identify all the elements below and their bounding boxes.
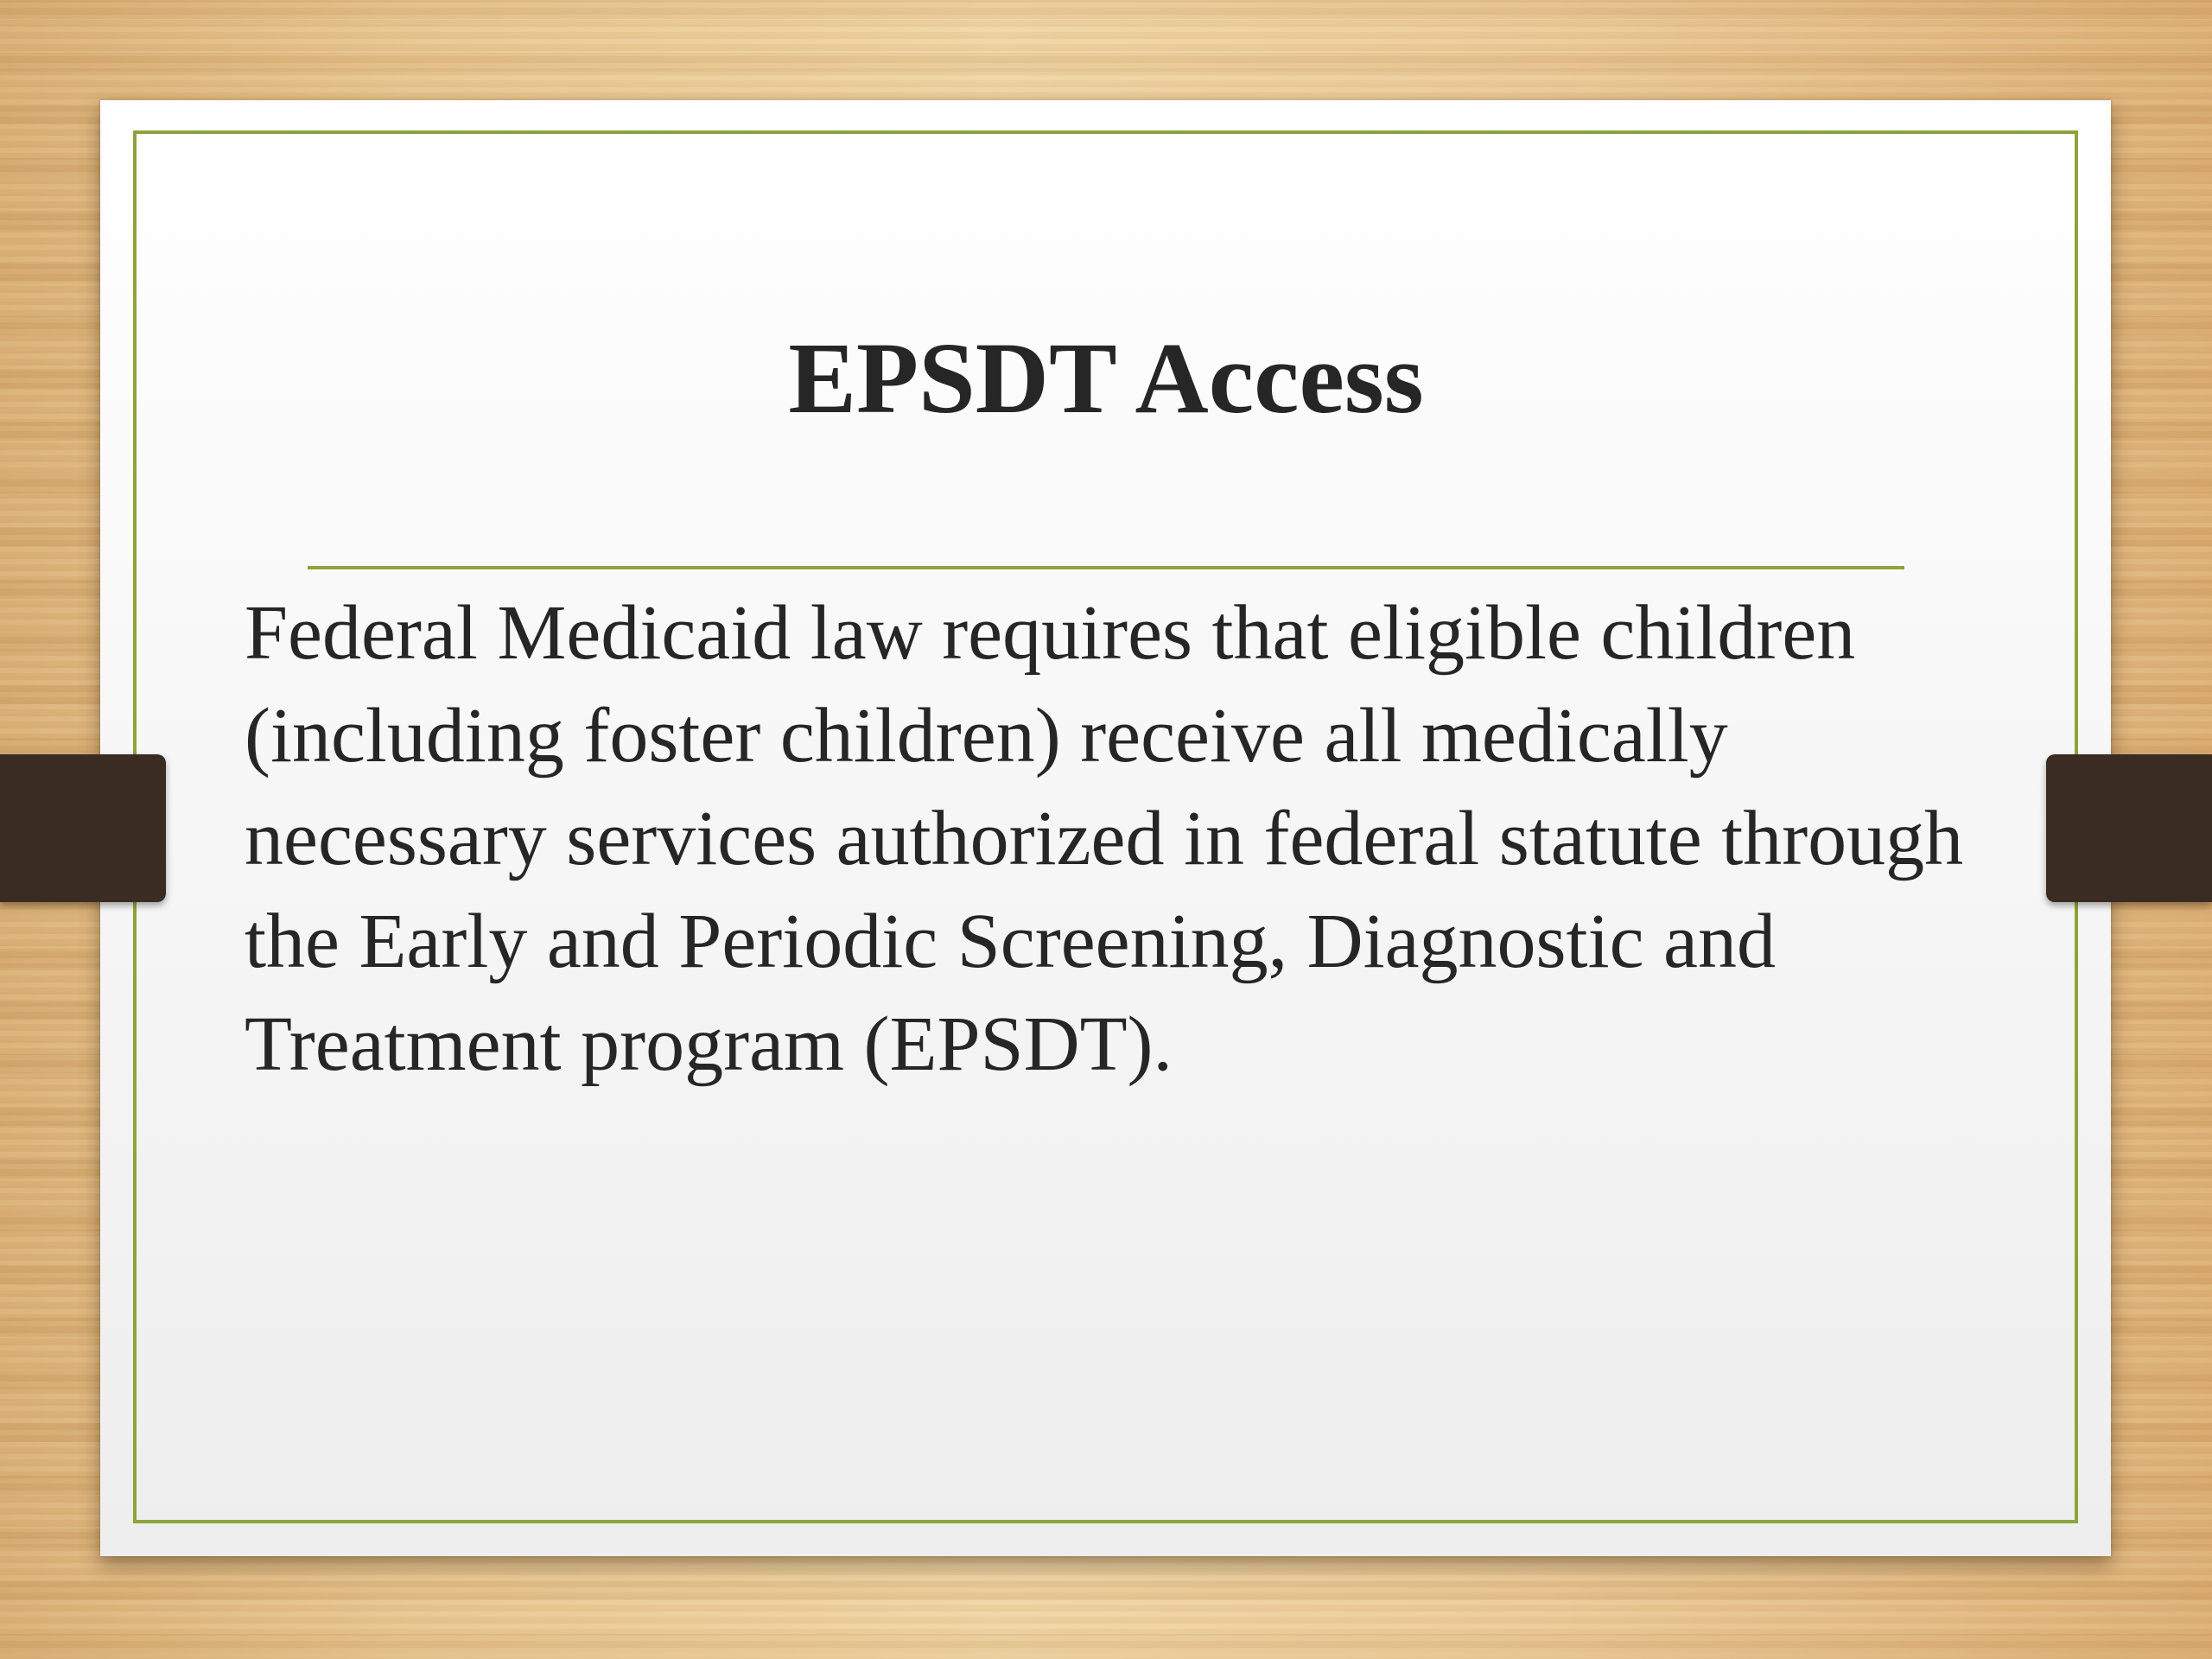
body-line: (including foster children) receive all medically — [245, 693, 1728, 779]
title-divider — [308, 566, 1904, 569]
slide-title: EPSDT Access — [788, 321, 1424, 435]
body-line: necessary services authorized in federal statute through — [245, 796, 1964, 881]
body-line: Federal Medicaid law requires that eligible children — [245, 590, 1856, 676]
left-binder-clip — [0, 754, 166, 902]
body-line: Treatment program (EPSDT). — [245, 1001, 1173, 1087]
slide-body-text — [245, 582, 2111, 1096]
body-line: the Early and Periodic Screening, Diagnostic and — [245, 899, 1776, 984]
right-binder-clip — [2046, 754, 2212, 902]
